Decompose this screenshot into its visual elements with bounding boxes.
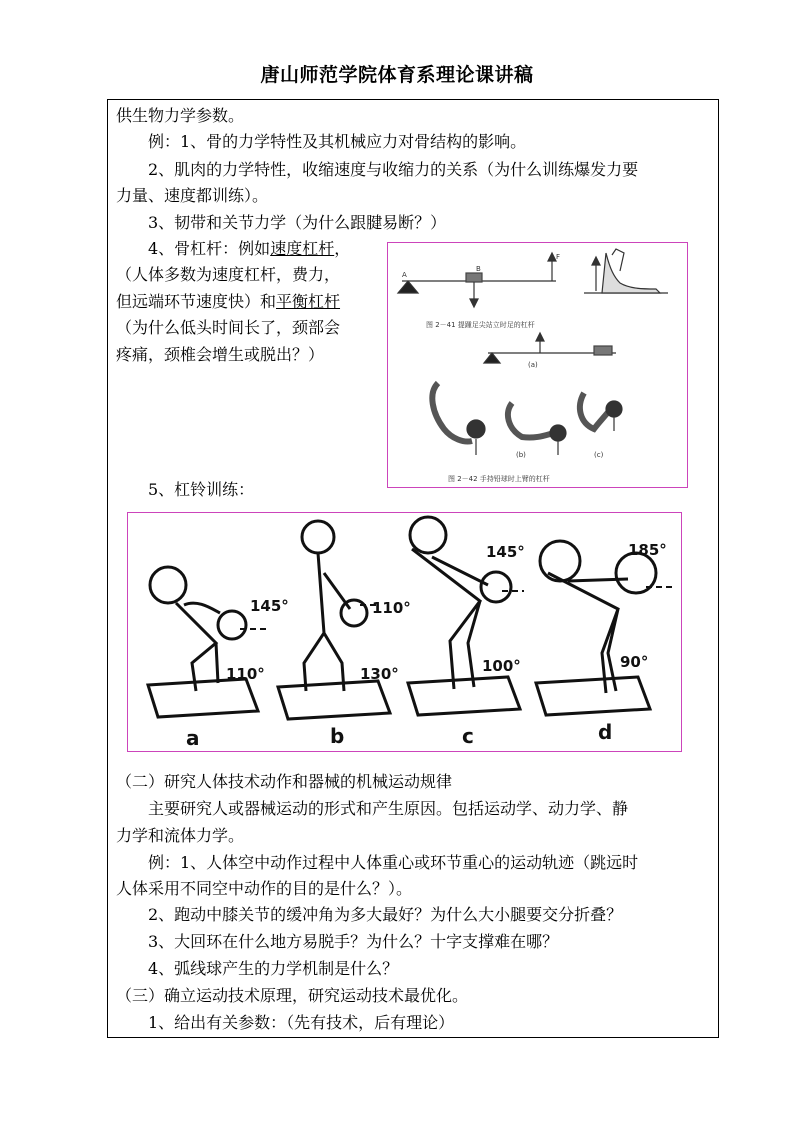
label-f: F	[556, 253, 561, 261]
label-b: B	[476, 265, 481, 273]
text-line: 5、杠铃训练：	[148, 480, 255, 499]
page-title: 唐山师范学院体育系理论课讲稿	[260, 64, 534, 86]
angle-label: 90°	[620, 653, 649, 671]
text-line: （二）研究人体技术动作和器械的机械运动规律	[116, 772, 453, 791]
figure-label-a: a	[186, 726, 200, 750]
text-line: 主要研究人或器械运动的形式和产生原因。包括运动学、动力学、静	[148, 799, 629, 818]
lever-figure	[387, 242, 688, 488]
text-line: （人体多数为速度杠杆，费力，	[116, 265, 341, 284]
figure-label-d: d	[598, 720, 613, 744]
caption-fig-2-42: 图 2－42 手持铅球时上臂的杠杆	[448, 475, 550, 483]
angle-label: 130°	[360, 665, 399, 683]
text-segment: ，	[334, 239, 351, 258]
figure-label-b: b	[330, 724, 345, 748]
angle-label: 145°	[250, 597, 289, 615]
angle-label: 145°	[486, 543, 525, 561]
caption-fig-2-41: 图 2－41 提踵足尖站立时足的杠杆	[426, 321, 535, 329]
sublabel-b: (b)	[516, 451, 526, 459]
barbell-diagram	[128, 513, 680, 750]
text-segment: 但远端环节速度快）和	[116, 292, 277, 311]
text-line: 2、肌肉的力学特性，收缩速度与收缩力的关系（为什么训练爆发力要	[148, 160, 639, 179]
angle-label: 110°	[226, 665, 265, 683]
text-line: 力量、速度都训练）。	[116, 186, 269, 205]
angle-label: 110°	[372, 599, 411, 617]
text-line	[148, 237, 350, 261]
text-line: 力学和流体力学。	[116, 826, 245, 845]
label-a: A	[402, 271, 407, 279]
text-line: 2、跑动中膝关节的缓冲角为多大最好？为什么大小腿要交分折叠？	[148, 905, 623, 924]
sublabel-c: (c)	[594, 451, 604, 459]
angle-label: 185°	[628, 541, 667, 559]
text-line: 4、弧线球产生的力学机制是什么？	[148, 959, 399, 978]
text-line: 供生物力学参数。	[116, 106, 245, 125]
lever-diagram	[388, 243, 686, 486]
text-line: 3、大回环在什么地方易脱手？为什么？十字支撑难在哪？	[148, 932, 559, 951]
text-line: 人体采用不同空中动作的目的是什么？）。	[116, 879, 413, 898]
text-line: 1、给出有关参数：（先有技术，后有理论）	[148, 1013, 455, 1032]
text-line: 3、韧带和关节力学（为什么跟腱易断？）	[148, 213, 447, 232]
text-line	[116, 290, 340, 314]
text-line: （为什么低头时间长了，颈部会	[116, 318, 341, 337]
figure-label-c: c	[462, 724, 474, 748]
balance-lever-term: 平衡杠杆	[276, 292, 341, 311]
angle-label: 100°	[482, 657, 521, 675]
text-line: 例：1、骨的力学特性及其机械应力对骨结构的影响。	[148, 132, 527, 151]
text-line: 例：1、人体空中动作过程中人体重心或环节重心的运动轨迹（跳远时	[148, 853, 639, 872]
barbell-figure	[127, 512, 682, 752]
text-line: （三）确立运动技术原理，研究运动技术最优化。	[116, 986, 469, 1005]
speed-lever-term: 速度杠杆	[270, 239, 335, 258]
text-segment: 4、骨杠杆：例如	[148, 239, 271, 258]
text-line: 疼痛，颈椎会增生或脱出？）	[116, 345, 325, 364]
sublabel-a: (a)	[528, 361, 538, 369]
